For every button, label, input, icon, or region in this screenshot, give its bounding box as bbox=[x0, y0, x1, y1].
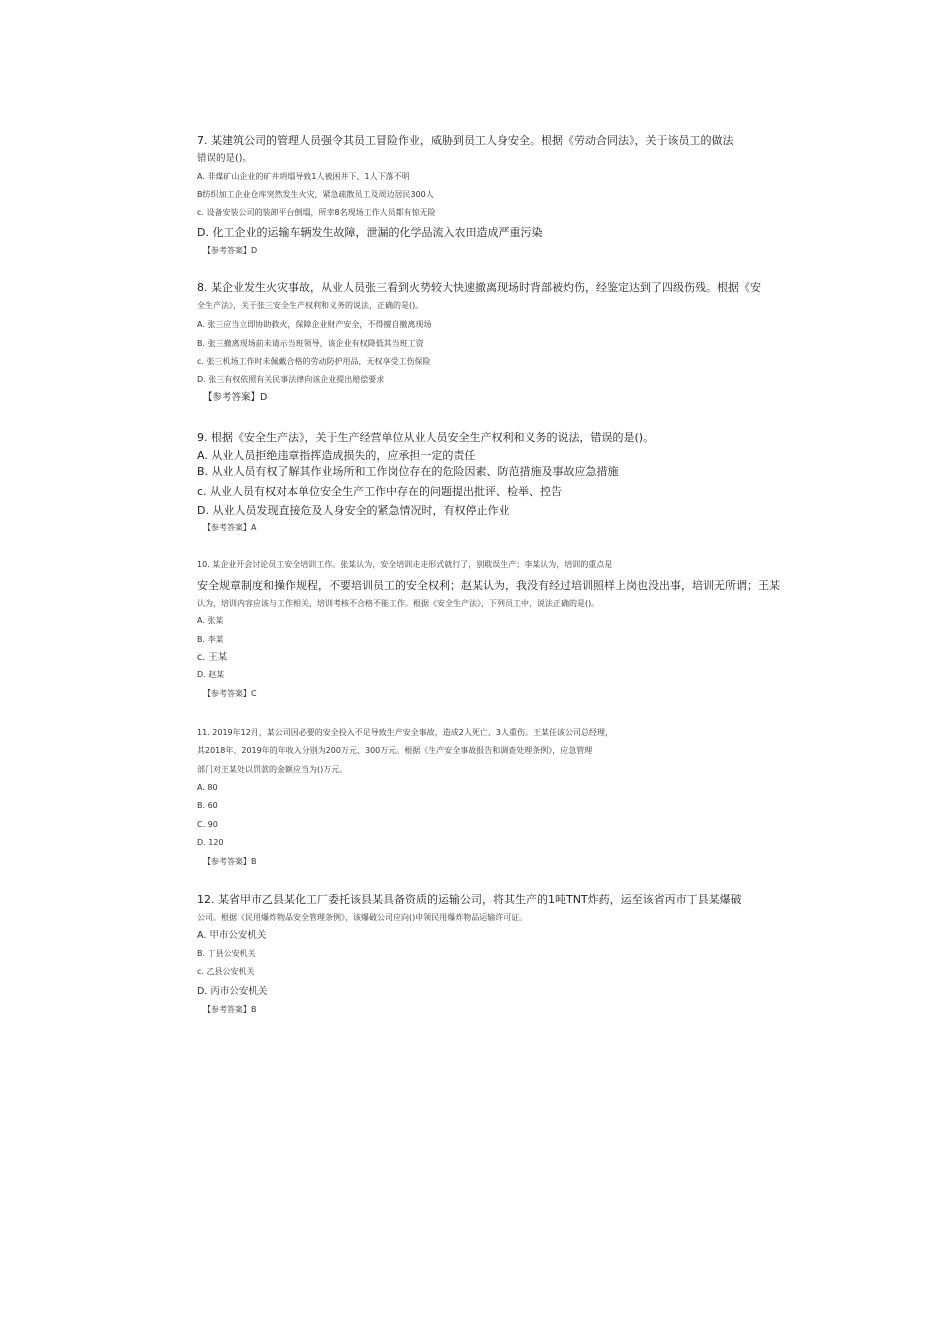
question-10-answer: 【参考答案】C bbox=[203, 689, 257, 698]
question-8-stem-line-2: 全生产法》，关于张三安全生产权利和义务的说法，正确的是()。 bbox=[197, 301, 424, 310]
question-11-stem-line-3: 部门对王某处以罚款的金额应当为()万元。 bbox=[197, 765, 348, 774]
question-8-option-c: c. 张三机场工作时未佩戴合格的劳动防护用品，无权享受工伤保险 bbox=[197, 357, 431, 366]
question-10-stem-line-2: 安全规章制度和操作规程，不要培训员工的安全权利；赵某认为，我没有经过培训照样上岗也没出事，培训无所谓；王某 bbox=[197, 579, 780, 592]
question-9-option-c: c. 从业人员有权对本单位安全生产工作中存在的问题提出批评、检举、控告 bbox=[197, 485, 563, 498]
question-11-option-b: B. 60 bbox=[197, 801, 218, 810]
question-9-option-b: B. 从业人员有权了解其作业场所和工作岗位存在的危险因素、防范措施及事故应急措施 bbox=[197, 465, 619, 478]
question-7-option-d: D. 化工企业的运输车辆发生故障，泄漏的化学品流入农田造成严重污染 bbox=[197, 226, 543, 239]
question-12-option-a: A. 甲市公安机关 bbox=[197, 930, 267, 941]
question-9-stem-line-1: 9. 根据《安全生产法》，关于生产经营单位从业人员安全生产权利和义务的说法，错误的是()。 bbox=[197, 431, 655, 444]
question-8-option-a: A. 张三应当立即协助救火，保障企业财产安全，不得擅自撤离现场 bbox=[197, 320, 432, 329]
question-11-answer: 【参考答案】B bbox=[203, 857, 257, 866]
question-10-option-a: A. 张某 bbox=[197, 616, 224, 625]
question-7-option-c: c. 设备安装公司的装卸平台倒塌，所幸8名现场工作人员都有惊无险 bbox=[197, 208, 436, 217]
question-7-option-b: B纺织加工企业仓库突然发生火灾，紧急疏散员工及周边居民300人 bbox=[197, 190, 434, 199]
question-10-option-c: c. 王某 bbox=[197, 652, 228, 663]
question-11-option-c: C. 90 bbox=[197, 820, 218, 829]
question-11-option-a: A. 80 bbox=[197, 783, 218, 792]
question-9-option-d: D. 从业人员发现直接危及人身安全的紧急情况时，有权停止作业 bbox=[197, 504, 510, 517]
question-12-stem-line-1: 12. 某省甲市乙县某化工厂委托该县某具备资质的运输公司，将其生产的1吨TNT炸药，运至该省丙市丁县某爆破 bbox=[197, 893, 742, 906]
question-10-option-b: B. 李某 bbox=[197, 635, 224, 644]
question-8-stem-line-1: 8. 某企业发生火灾事故，从业人员张三看到火势较大快速撤离现场时背部被灼伤，经鉴定达到了四级伤残。根据《安 bbox=[197, 281, 761, 294]
question-9-option-a: A. 从业人员拒绝违章指挥造成损失的，应承担一定的责任 bbox=[197, 449, 476, 462]
question-7-stem-line-1: 7. 某建筑公司的管理人员强令其员工冒险作业，威胁到员工人身安全。根据《劳动合同法》，关于该员工的做法 bbox=[197, 134, 734, 147]
question-10-stem-line-1: 10. 某企业开会讨论员工安全培训工作。张某认为，安全培训走走形式就行了，别耽误生产；李某认为，培训的重点是 bbox=[197, 560, 613, 569]
question-8-answer: 【参考答案】D bbox=[203, 392, 268, 403]
question-8-option-b: B. 张三撤离现场前未请示当班领导，该企业有权降低其当班工资 bbox=[197, 339, 424, 348]
question-9-answer: 【参考答案】A bbox=[203, 523, 257, 532]
question-7-answer: 【参考答案】D bbox=[203, 246, 258, 255]
question-11-stem-line-1: 11. 2019年12月，某公司因必要的安全投入不足导致生产安全事故，造成2人死亡、3人重伤。王某任该公司总经理， bbox=[197, 728, 613, 737]
question-12-option-c: c. 乙县公安机关 bbox=[197, 967, 255, 976]
question-8-option-d: D. 张三有权依照有关民事法律向该企业提出赔偿要求 bbox=[197, 375, 385, 384]
question-12-answer: 【参考答案】B bbox=[203, 1005, 257, 1014]
question-7-option-a: A. 非煤矿山企业的矿井坍塌导致1人被困井下、1人下落不明 bbox=[197, 172, 410, 181]
question-10-stem-line-3: 认为，培训内容应该与工作相关，培训考核不合格不能工作。根据《安全生产法》，下列员工中，说法正确的是()。 bbox=[197, 599, 600, 608]
question-11-option-d: D. 120 bbox=[197, 838, 224, 847]
question-12-option-d: D. 丙市公安机关 bbox=[197, 986, 268, 997]
question-11-stem-line-2: 其2018年、2019年的年收入分别为200万元、300万元。根据《生产安全事故报告和调查处理条例》，应急管理 bbox=[197, 746, 593, 755]
question-12-option-b: B. 丁县公安机关 bbox=[197, 949, 256, 958]
question-7-stem-line-2: 错误的是()。 bbox=[197, 153, 252, 164]
question-12-stem-line-2: 公司。根据《民用爆炸物品安全管理条例》，该爆破公司应向()申领民用爆炸物品运输许可证。 bbox=[197, 913, 528, 922]
question-10-option-d: D. 赵某 bbox=[197, 670, 225, 679]
